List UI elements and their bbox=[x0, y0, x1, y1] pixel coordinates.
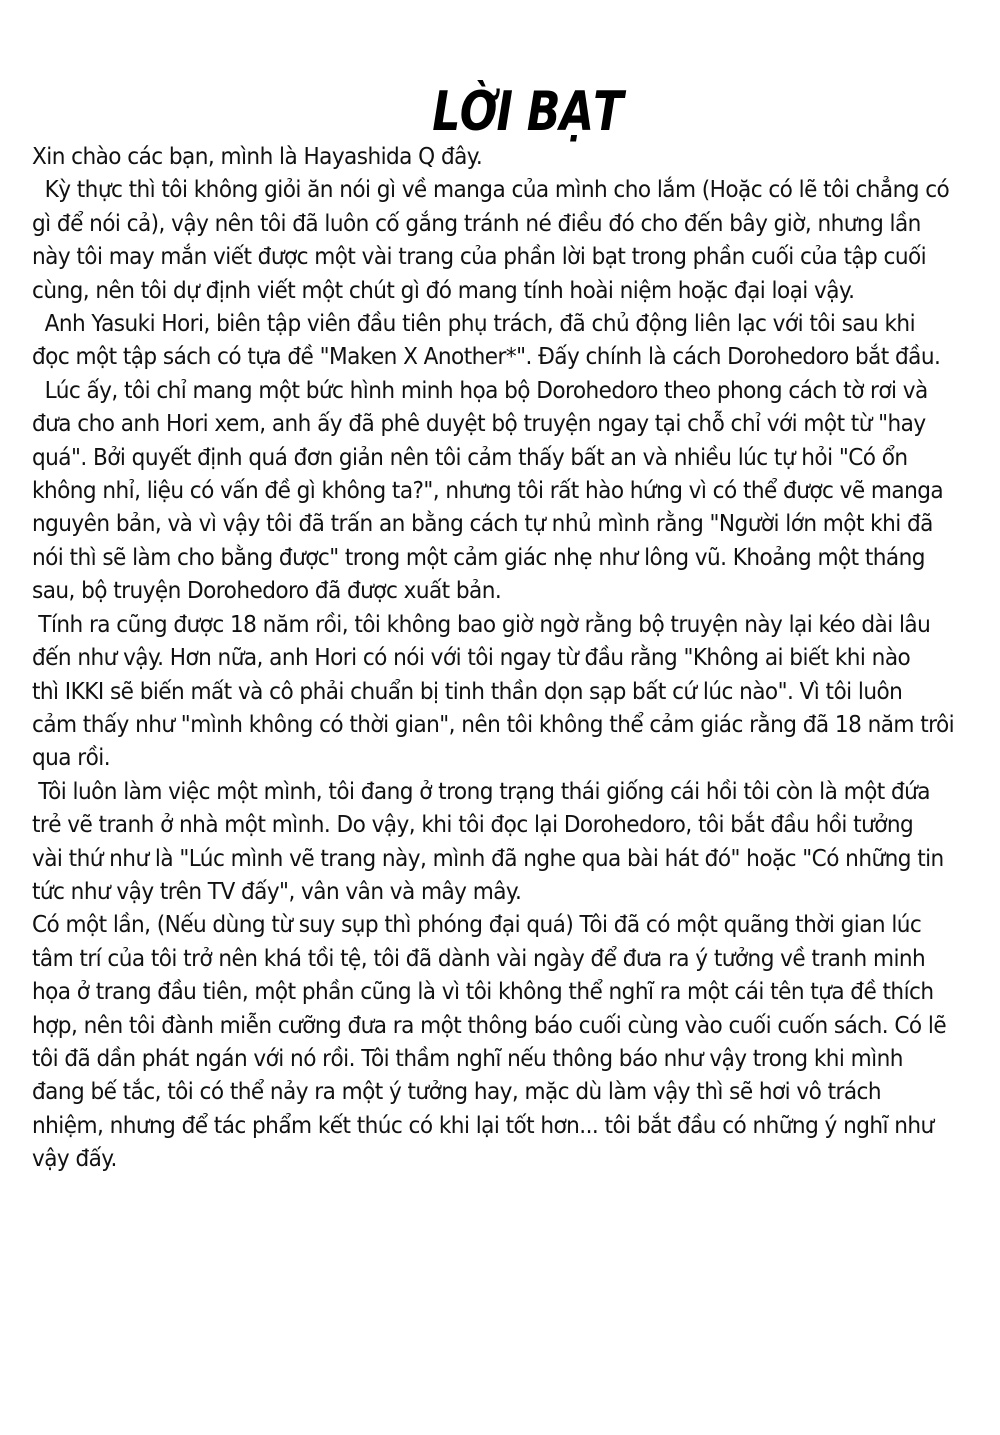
text-line: đưa cho anh Hori xem, anh ấy đã phê duyệt bộ truyện ngay tại chỗ chỉ với một từ "hay bbox=[32, 411, 926, 438]
text-line: không nhỉ, liệu có vấn đề gì không ta?", nhưng tôi rất hào hứng vì có thể được vẽ manga bbox=[32, 478, 944, 505]
text-line: đọc một tập sách có tựa đề "Maken X Another*". Đấy chính là cách Dorohedoro bắt đầu. bbox=[32, 344, 941, 371]
text-line: vài thứ như là "Lúc mình vẽ trang này, mình đã nghe qua bài hát đó" hoặc "Có những tin bbox=[32, 845, 944, 872]
text-line: Tôi luôn làm việc một mình, tôi đang ở trong trạng thái giống cái hồi tôi còn là một đứa bbox=[32, 778, 930, 805]
text-line: hợp, nên tôi đành miễn cưỡng đưa ra một thông báo cuối cùng vào cuối cuốn sách. Có lẽ bbox=[32, 1012, 947, 1039]
text-line: này tôi may mắn viết được một vài trang của phần lời bạt trong phần cuối của tập cuối bbox=[32, 244, 927, 271]
text-line: Tính ra cũng được 18 năm rồi, tôi không bao giờ ngờ rằng bộ truyện này lại kéo dài lâu bbox=[32, 611, 931, 638]
text-line: đến như vậy. Hơn nữa, anh Hori có nói với tôi ngay từ đầu rằng "Không ai biết khi nào bbox=[32, 645, 911, 672]
text-line: tâm trí của tôi trở nên khá tồi tệ, tôi đã dành vài ngày để đưa ra ý tưởng về tranh minh bbox=[32, 945, 926, 972]
text-line: vậy đấy. bbox=[32, 1146, 117, 1173]
text-line: nhiệm, nhưng để tác phẩm kết thúc có khi lại tốt hơn... tôi bắt đầu có những ý nghĩ như bbox=[32, 1112, 934, 1139]
text-line: thì IKKI sẽ biến mất và cô phải chuẩn bị tinh thần dọn sạp bất cứ lúc nào". Vì tôi luôn bbox=[32, 678, 903, 705]
text-line: quá". Bởi quyết định quá đơn giản nên tôi cảm thấy bất an và nhiều lúc tự hỏi "Có ổn bbox=[32, 444, 908, 471]
text-line: Anh Yasuki Hori, biên tập viên đầu tiên phụ trách, đã chủ động liên lạc với tôi sau khi bbox=[32, 311, 916, 338]
text-line: Kỳ thực thì tôi không giỏi ăn nói gì về manga của mình cho lắm (Hoặc có lẽ tôi chẳng có bbox=[32, 177, 950, 204]
text-line: nói thì sẽ làm cho bằng được" trong một cảm giác nhẹ như lông vũ. Khoảng một tháng bbox=[32, 544, 925, 571]
text-line: Có một lần, (Nếu dùng từ suy sụp thì phóng đại quá) Tôi đã có một quãng thời gian lúc bbox=[32, 912, 922, 939]
text-line: đang bế tắc, tôi có thể nảy ra một ý tưởng hay, mặc dù làm vậy thì sẽ hơi vô trách bbox=[32, 1079, 882, 1106]
text-line: cảm thấy như "mình không có thời gian", nên tôi không thể cảm giác rằng đã 18 năm trôi bbox=[32, 711, 955, 738]
afterword-body bbox=[32, 141, 992, 1177]
text-line: gì để nói cả), vậy nên tôi đã luôn cố gắng tránh né điều đó cho đến bây giờ, nhưng lần bbox=[32, 210, 921, 237]
text-line: sau, bộ truyện Dorohedoro đã được xuất bản. bbox=[32, 578, 502, 605]
page-title: LỜI BẠT bbox=[432, 80, 623, 144]
text-line: tôi đã dần phát ngán với nó rồi. Tôi thầm nghĩ nếu thông báo như vậy trong khi mình bbox=[32, 1045, 903, 1072]
text-line: tức như vậy trên TV đấy", vân vân và mây mây. bbox=[32, 878, 522, 905]
text-line: nguyên bản, và vì vậy tôi đã trấn an bằng cách tự nhủ mình rằng "Người lớn một khi đã bbox=[32, 511, 933, 538]
text-line: cùng, nên tôi dự định viết một chút gì đó mang tính hoài niệm hoặc đại loại vậy. bbox=[32, 277, 855, 304]
text-line: Lúc ấy, tôi chỉ mang một bức hình minh họa bộ Dorohedoro theo phong cách tờ rơi và bbox=[32, 377, 928, 404]
text-line: trẻ vẽ tranh ở nhà một mình. Do vậy, khi tôi đọc lại Dorohedoro, tôi bắt đầu hồi tưởng bbox=[32, 812, 914, 839]
text-line: qua rồi. bbox=[32, 745, 111, 772]
text-line: Xin chào các bạn, mình là Hayashida Q đây. bbox=[32, 144, 483, 170]
text-line: họa ở trang đầu tiên, một phần cũng là vì tôi không thể nghĩ ra một cái tên tựa đề thích bbox=[32, 979, 934, 1006]
